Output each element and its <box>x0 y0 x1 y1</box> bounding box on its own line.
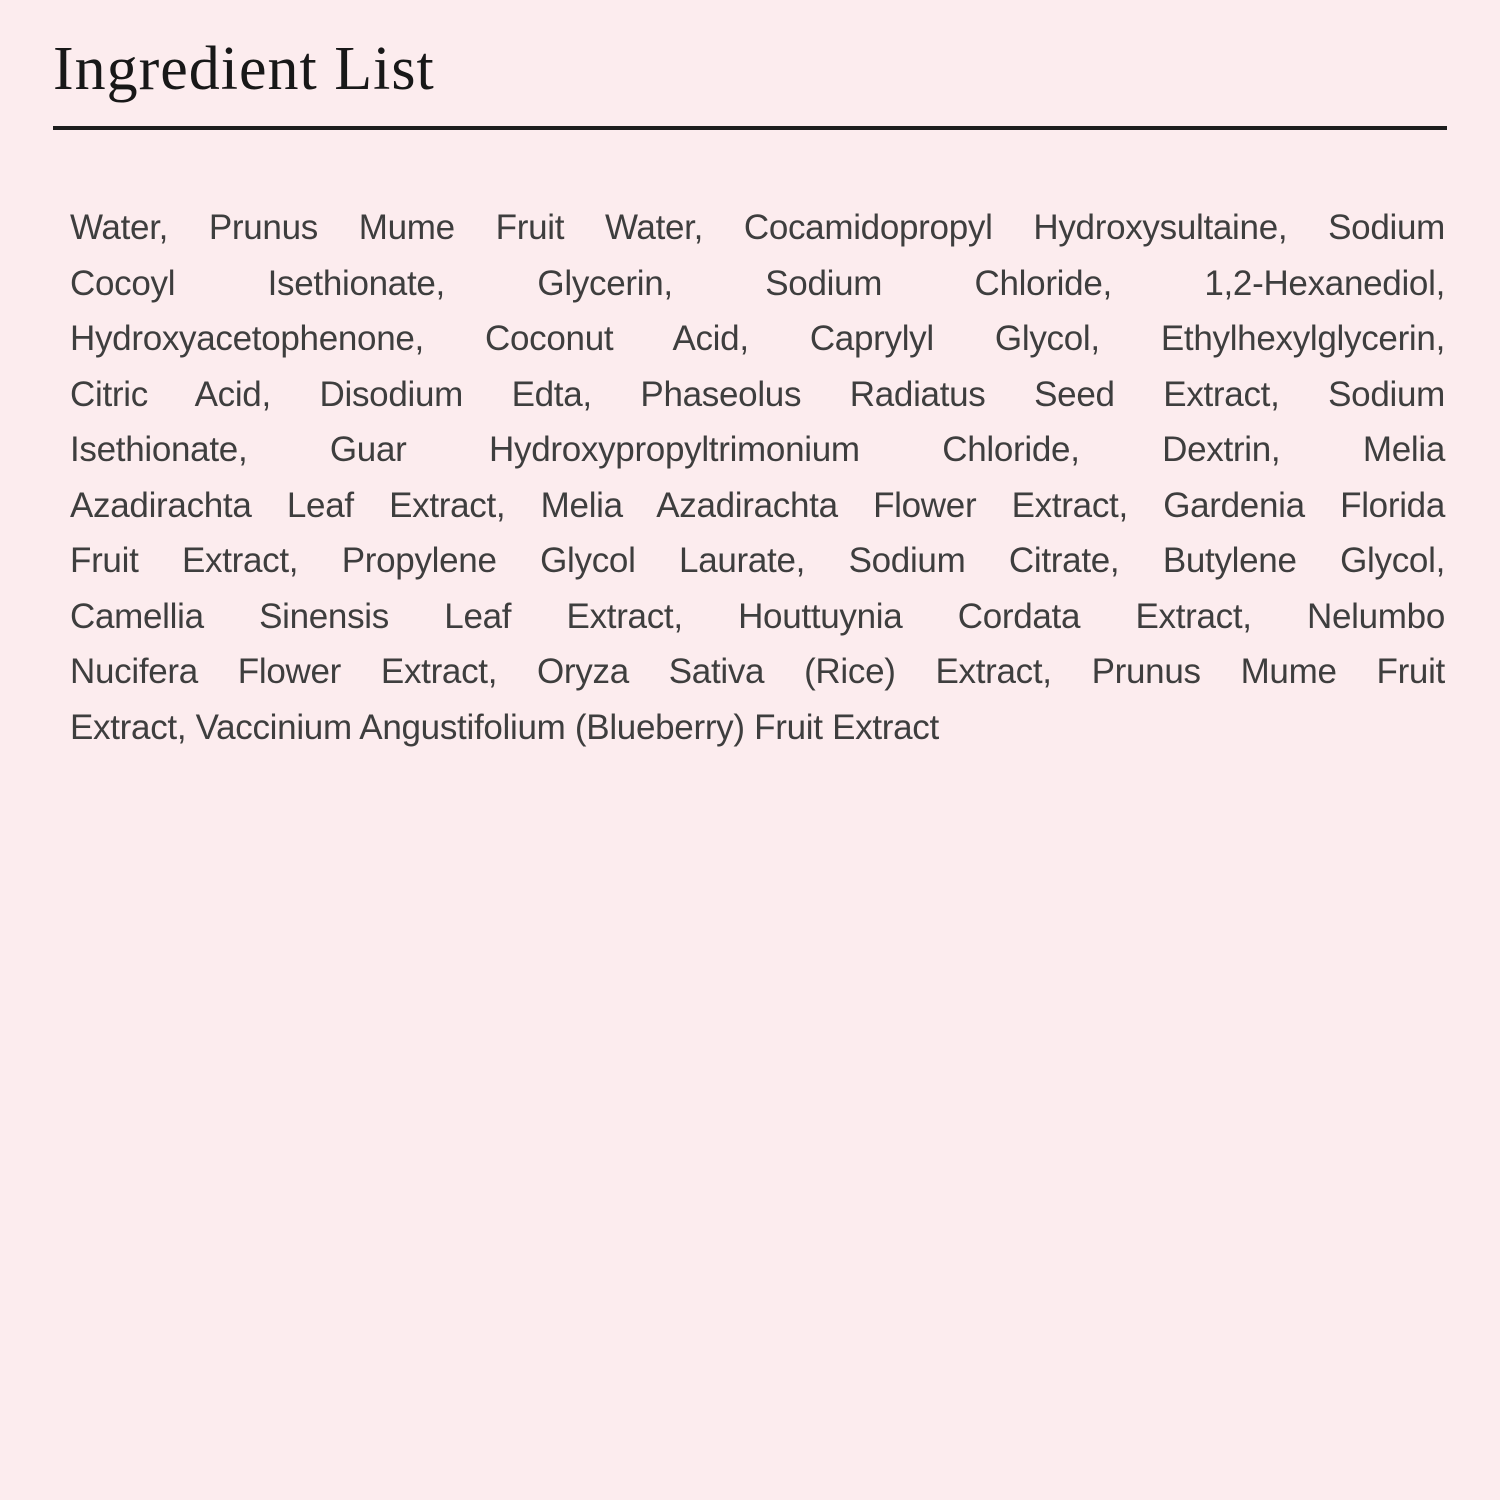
ingredient-text-line: Azadirachta Leaf Extract, Melia Azadirachta Flower Extract, Gardenia Florida <box>70 485 1445 525</box>
ingredient-text-line: Cocoyl Isethionate, Glycerin, Sodium Chloride, 1,2-Hexanediol, <box>70 263 1445 303</box>
page-title: Ingredient List <box>53 35 435 103</box>
ingredient-list-text <box>70 200 1445 755</box>
ingredient-text-line: Fruit Extract, Propylene Glycol Laurate, Sodium Citrate, Butylene Glycol, <box>70 541 1445 581</box>
ingredient-text-line: Camellia Sinensis Leaf Extract, Houttuynia Cordata Extract, Nelumbo <box>70 596 1445 636</box>
ingredient-text-line: Nucifera Flower Extract, Oryza Sativa (Rice) Extract, Prunus Mume Fruit <box>70 652 1445 692</box>
ingredient-text-line: Water, Prunus Mume Fruit Water, Cocamidopropyl Hydroxysultaine, Sodium <box>70 208 1445 248</box>
ingredient-text-line: Extract, Vaccinium Angustifolium (Blueberry) Fruit Extract <box>70 707 939 747</box>
ingredient-text-line: Isethionate, Guar Hydroxypropyltrimonium Chloride, Dextrin, Melia <box>70 430 1445 470</box>
ingredient-text-line: Citric Acid, Disodium Edta, Phaseolus Radiatus Seed Extract, Sodium <box>70 374 1445 414</box>
ingredient-text-line: Hydroxyacetophenone, Coconut Acid, Caprylyl Glycol, Ethylhexylglycerin, <box>70 319 1445 359</box>
title-divider <box>53 126 1447 130</box>
